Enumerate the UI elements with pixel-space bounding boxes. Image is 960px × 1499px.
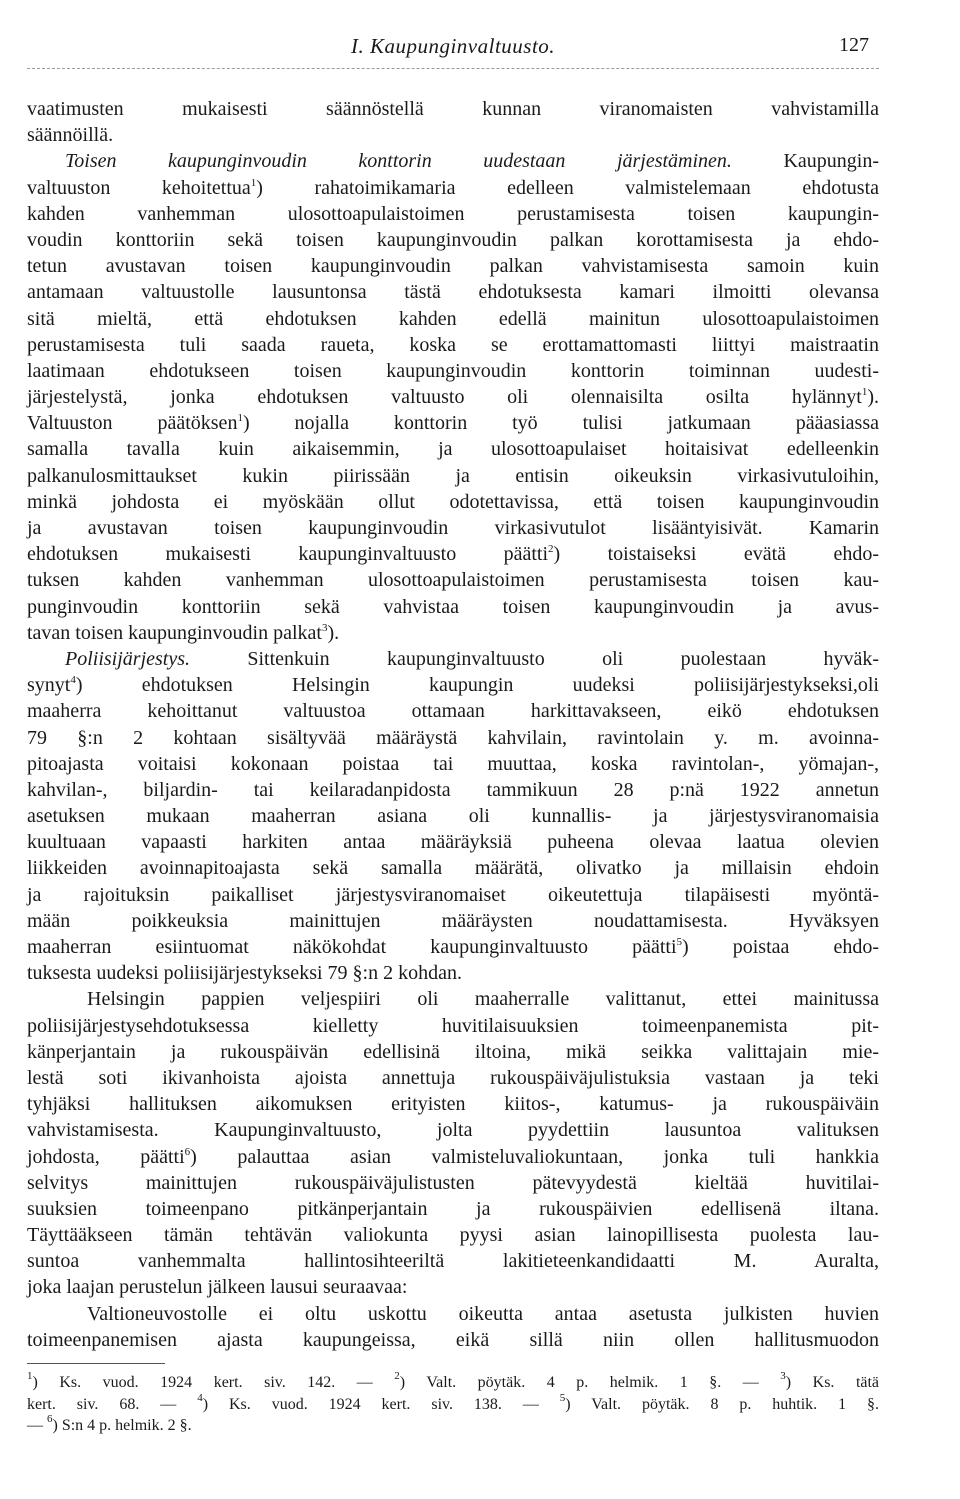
footnote-mark: 1 <box>237 412 243 425</box>
text-line: Valtioneuvostolle ei oltu uskottu oikeutta antaa asetusta julkisten huvien <box>87 1302 879 1325</box>
text-line: tuksen kahden vanhemman ulosottoapulaistoimen perustamisesta toisen kau- <box>27 569 879 592</box>
text-line: tuksesta uudeksi poliisijärjestykseksi 79 §:n 2 kohdan. <box>27 962 462 985</box>
footnote-mark: 1 <box>27 1370 33 1382</box>
text-line: poliisijärjestysehdotuksessa kielletty huvitilaisuuksien toimeenpanemista pit- <box>27 1014 879 1037</box>
text-line: johdosta, päätti$^6$) palauttaa asian valmisteluvaliokuntaan, jonka tuli hankkia <box>27 1145 879 1168</box>
text-line: synyt$^4$) ehdotuksen Helsingin kaupungin uudeksi poliisijärjestykseksi,oli <box>27 674 879 697</box>
text-line: lestä soti ikivanhoista ajoista annettuja rukouspäiväjulistuksia vastaan ja teki <box>27 1066 879 1089</box>
text-line: perustamisesta tuli saada raueta, koska se erottamattomasti liittyi maistraatin <box>27 333 879 356</box>
text-line: ehdotuksen mukaisesti kaupunginvaltuusto päätti$^2$) toistaiseksi evätä ehdo- <box>27 543 879 566</box>
text-line: joka laajan perustelun jälkeen lausui seuraavaa: <box>27 1276 408 1299</box>
text-line: valtuuston kehoitettua$^1$) rahatoimikamaria edelleen valmistelemaan ehdotusta <box>27 176 879 199</box>
text-line: minkä johdosta ei myöskään ollut odotettavissa, että toisen kaupunginvoudin <box>27 490 879 513</box>
text-line: suntoa vanhemmalta hallintosihteeriltä lakitieteenkandidaatti M. Auralta, <box>27 1250 879 1273</box>
text-line: selvitys mainittujen rukouspäiväjulistusten pätevyydestä kieltää huvitilai- <box>27 1171 879 1194</box>
text-line: säännöillä. <box>27 124 114 147</box>
footnote-mark: 2 <box>548 543 554 556</box>
text-line: palkanulosmittaukset kukin piirissään ja entisin oikeuksin virkasivutuloihin, <box>27 464 879 487</box>
text-line: maaherra kehoittanut valtuustoa ottamaan harkittavakseen, eikö ehdotuksen <box>27 700 879 723</box>
text-line: tetun avustavan toisen kaupunginvoudin palkan vahvistamisesta samoin kuin <box>27 255 879 278</box>
text-line: maaherran esiintuomat näkökohdat kaupunginvaltuusto päätti$^5$) poistaa ehdo- <box>27 936 879 958</box>
text-line: kuultuaan vapaasti harkiten antaa määräyksiä puheena olevaa laatua olevien <box>27 831 879 854</box>
text-line: asetuksen mukaan maaherran asiana oli kunnallis- ja järjestysviranomaisia <box>27 805 879 828</box>
text-line: ja avustavan toisen kaupunginvoudin virkasivutulot lisääntyisivät. Kamarin <box>27 517 879 539</box>
text-line: vahvistamisesta. Kaupunginvaltuusto, jolta pyydettiin lausuntoa valituksen <box>27 1119 879 1142</box>
section-heading: Toisen kaupunginvoudin konttorin uudestaan järjestäminen. <box>65 150 732 173</box>
header-rule <box>27 68 879 69</box>
footnote-mark: 5 <box>559 1391 566 1404</box>
footnote-mark: 4 <box>197 1391 203 1404</box>
footnote-line: — $^6$) S:n 4 p. helmik. 2 §. <box>27 1413 192 1434</box>
footnote-mark: 6 <box>47 1413 53 1425</box>
text-line: tyhjäksi hallituksen aikomuksen erityisten kiitos-, katumus- ja rukouspäiväin <box>27 1093 879 1116</box>
footnote-mark: 3 <box>780 1370 786 1382</box>
text-line: sitä mieltä, että ehdotuksen kahden edellä mainitun ulosottoapulaistoimen <box>27 307 879 330</box>
document-page <box>27 0 879 1499</box>
text-line: vaatimusten mukaisesti säännöstellä kunnan viranomaisten vahvistamilla <box>27 98 879 120</box>
footnote-rule <box>27 1363 165 1364</box>
text-line: 79 §:n 2 kohtaan sisältyvää määräystä kahvilain, ravintolain y. m. avoinna- <box>27 726 879 749</box>
text-line: kahden vanhemman ulosottoapulaistoimen perustamisesta toisen kaupungin- <box>27 202 879 225</box>
text-line: antamaan valtuustolle lausuntonsa tästä ehdotuksesta kamari ilmoitti olevansa <box>27 281 879 304</box>
running-title: I. Kaupunginvaltuusto. <box>350 34 556 58</box>
footnote-mark: 5 <box>676 936 682 948</box>
text-line: liikkeiden avoinnapitoajasta sekä samalla määrätä, olivatko ja millaisin ehdoin <box>27 857 879 880</box>
text-line: ja rajoituksin paikalliset järjestysviranomaiset oikeutettuja tilapäisesti myöntä- <box>27 883 879 906</box>
page-header <box>27 34 879 64</box>
text-line: pitoajasta voitaisi kokonaan poistaa tai muuttaa, koska ravintolan-, yömajan-, <box>27 752 879 775</box>
text-line: Poliisijärjestys. Sittenkuin kaupunginvaltuusto oli puolestaan hyväk- <box>65 647 880 670</box>
body-text <box>27 96 879 1353</box>
text-line: suuksien toimeenpano pitkänperjantain ja rukouspäivien edellisenä iltana. <box>27 1197 879 1220</box>
page-number: 127 <box>839 34 869 56</box>
footnote-mark: 6 <box>184 1145 191 1158</box>
text-line: tavan toisen kaupunginvoudin palkat$^3$). <box>27 621 340 644</box>
text-line: mään poikkeuksia mainittujen määräysten noudattamisesta. Hyväksyen <box>27 909 879 932</box>
section-heading: Poliisijärjestys. <box>65 647 190 670</box>
text-line: järjestelystä, jonka ehdotuksen valtuusto oli olennaisilta osilta hylännyt$^1$). <box>27 386 879 409</box>
text-line: Täyttääkseen tämän tehtävän valiokunta pyysi asian lainopillisesta puolesta lau- <box>27 1224 879 1247</box>
text-line: punginvoudin konttoriin sekä vahvistaa toisen kaupunginvoudin ja avus- <box>27 595 879 618</box>
text-line: känperjantain ja rukouspäivän edellisinä iltoina, mikä seikka valittajain mie- <box>27 1040 879 1063</box>
footnotes <box>27 1372 879 1437</box>
text-line: Helsingin pappien veljespiiri oli maaherralle valittanut, ettei mainitussa <box>87 988 879 1011</box>
footnote-line: kert. siv. 68. — $^4$) Ks. vuod. 1924 kert. siv. 138. — $^5$) Valt. pöytäk. 8 p. huhtik. 1 §. <box>27 1391 880 1413</box>
text-line: Toisen kaupunginvoudin konttorin uudestaan järjestäminen. Kaupungin- <box>65 150 879 173</box>
text-line: Valtuuston päätöksen$^1$) nojalla konttorin työ tulisi jatkumaan pääasiassa <box>27 412 879 435</box>
footnote-mark: 2 <box>394 1370 400 1382</box>
text-line: samalla tavalla kuin aikaisemmin, ja ulosottoapulaiset hoitaisivat edelleenkin <box>27 438 879 461</box>
text-line: laatimaan ehdotukseen toisen kaupunginvoudin konttorin toiminnan uudesti- <box>27 359 879 382</box>
text-line: voudin konttoriin sekä toisen kaupunginvoudin palkan korottamisesta ja ehdo- <box>27 228 879 251</box>
footnote-mark: 1 <box>250 176 257 189</box>
text-line: toimeenpanemisen ajasta kaupungeissa, eikä sillä niin ollen hallitusmuodon <box>27 1328 879 1351</box>
footnote-mark: 1 <box>861 386 868 399</box>
footnote-line: $^1$) Ks. vuod. 1924 kert. siv. 142. — $^2$) Valt. pöytäk. 4 p. helmik. 1 §. — $^3$) Ks. tätä <box>27 1370 880 1391</box>
footnote-mark: 4 <box>70 674 76 687</box>
footnote-mark: 3 <box>321 621 328 634</box>
text-line: kahvilan-, biljardin- tai keilaradanpidosta tammikuun 28 p:nä 1922 annetun <box>27 778 879 801</box>
